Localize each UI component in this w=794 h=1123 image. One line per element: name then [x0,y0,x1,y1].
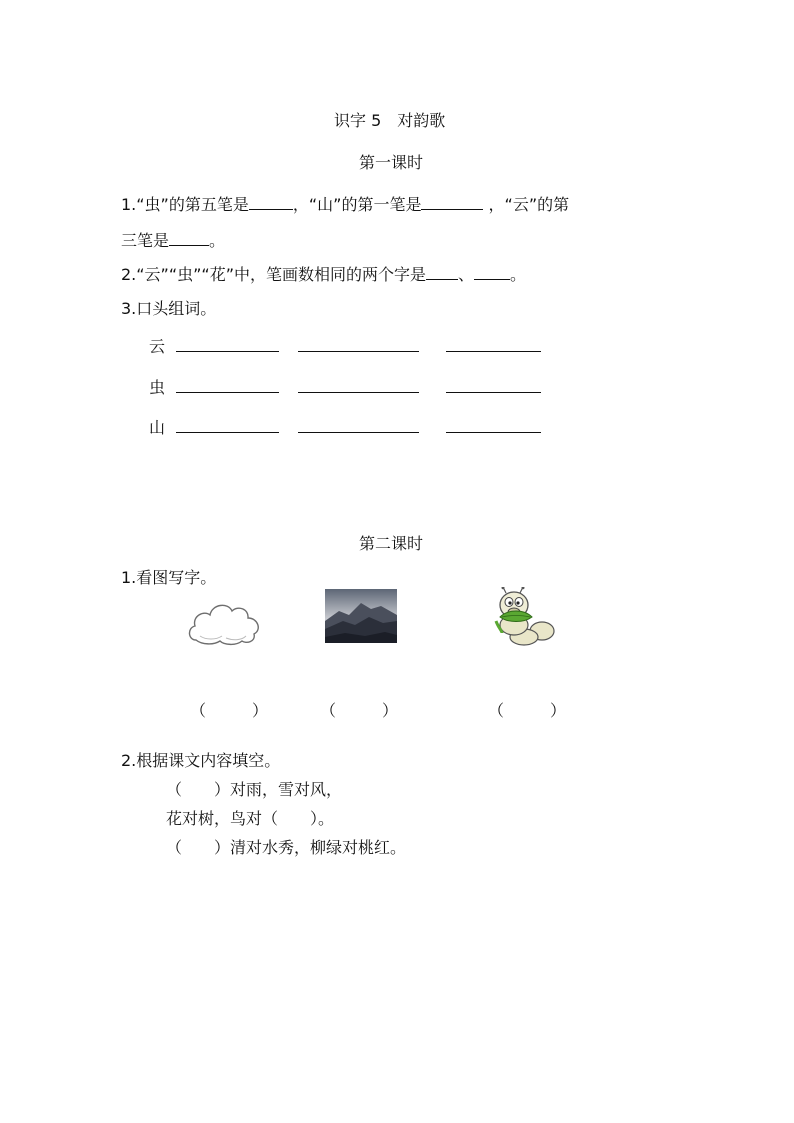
question-1-line-2 [121,228,225,251]
caterpillar-image [492,587,558,647]
question-2-text-b: 、 [458,265,475,284]
write-line[interactable] [176,432,279,433]
answer-blank[interactable] [169,231,209,246]
question-2 [121,262,526,285]
write-line[interactable] [446,432,541,433]
answer-paren-left[interactable]: （ [190,701,207,720]
answer-blank[interactable] [426,265,458,280]
write-line[interactable] [446,351,541,352]
question-2-text-a: 2.“云”“虫”“花”中，笔画数相同的两个字是 [121,265,427,284]
write-line[interactable] [298,432,419,433]
poem-line-1: （ ）对雨，雪对风， [166,780,343,799]
answer-paren-left[interactable]: （ [320,701,337,720]
page-title: 识字 5 对韵歌 [334,111,446,130]
question-1-text-b: ，“山”的第一笔是 [292,195,422,214]
word-char: 虫 [149,378,166,397]
question-1-text-d: 三笔是 [121,231,170,250]
question-2-text-c: 。 [510,265,527,284]
poem-line-3: （ ）清对水秀，柳绿对桃红。 [166,838,407,857]
poem-line-2: 花对树，鸟对（ ）。 [166,809,335,828]
write-line[interactable] [298,351,419,352]
mountain-image [325,589,397,643]
lesson-1-heading: 第一课时 [359,153,424,172]
question-1 [121,192,569,215]
cloud-image [186,596,264,648]
answer-paren-right[interactable]: ） [550,701,567,720]
answer-blank[interactable] [474,265,510,280]
write-line[interactable] [176,392,279,393]
write-line[interactable] [298,392,419,393]
question-3: 3.口头组词。 [121,299,217,318]
lesson-2-heading: 第二课时 [359,534,424,553]
answer-blank[interactable] [249,195,293,210]
answer-paren-left[interactable]: （ [488,701,505,720]
question-1-text-a: 1.“虫”的第五笔是 [121,195,249,214]
answer-paren-right[interactable]: ） [252,701,269,720]
part2-question-1: 1.看图写字。 [121,568,217,587]
word-char: 山 [149,418,166,437]
write-line[interactable] [446,392,541,393]
question-1-text-c: ，“云”的第 [488,195,570,214]
question-1-text-e: 。 [209,231,226,250]
write-line[interactable] [176,351,279,352]
answer-paren-right[interactable]: ） [382,701,399,720]
part2-question-2: 2.根据课文内容填空。 [121,751,281,770]
answer-blank[interactable] [421,195,483,210]
word-char: 云 [149,337,166,356]
